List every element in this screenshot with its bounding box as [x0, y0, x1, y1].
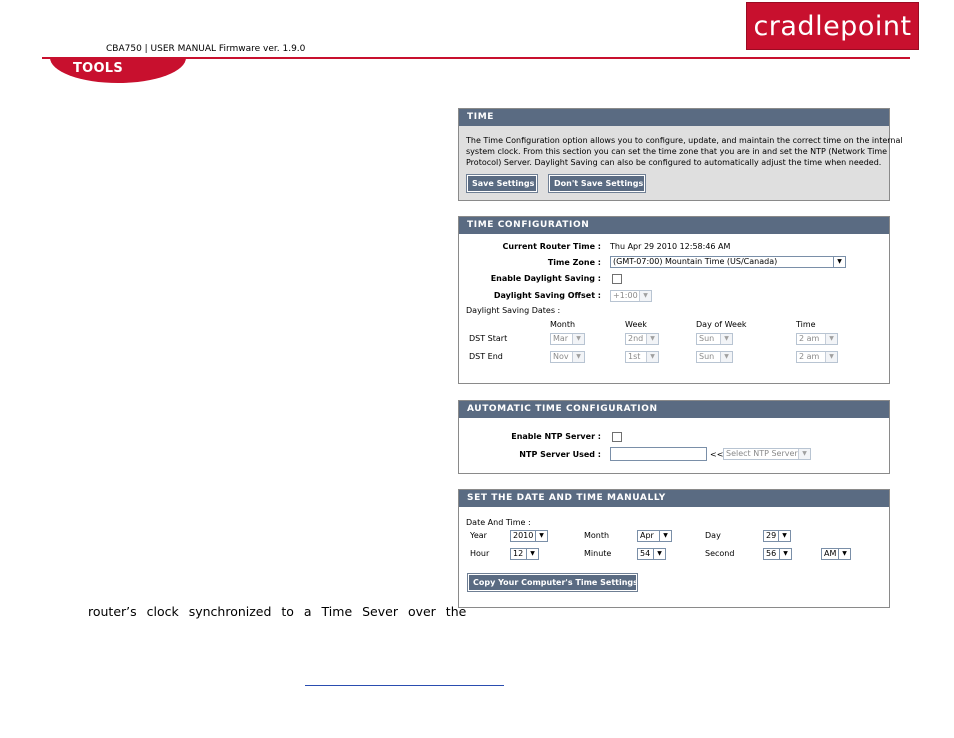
- dst-end-day: Sun: [699, 352, 715, 361]
- time-panel-title: TIME: [459, 109, 889, 126]
- chevron-down-icon: ▼: [646, 352, 658, 362]
- enable-ntp-checkbox[interactable]: [612, 432, 622, 442]
- second-value: 56: [766, 549, 777, 558]
- day-select[interactable]: [763, 530, 791, 542]
- day-label: Day: [705, 531, 721, 540]
- enable-ntp-label: Enable NTP Server :: [511, 432, 601, 441]
- minute-select[interactable]: [637, 548, 666, 560]
- dst-start-day-select[interactable]: [696, 333, 733, 345]
- second-select[interactable]: [763, 548, 792, 560]
- daylight-saving-dates-label: Daylight Saving Dates :: [466, 306, 561, 315]
- hour-value: 12: [513, 549, 524, 558]
- day-value: 29: [766, 531, 777, 540]
- current-router-time-value: Thu Apr 29 2010 12:58:46 AM: [610, 242, 731, 251]
- automatic-time-title: AUTOMATIC TIME CONFIGURATION: [459, 401, 889, 418]
- time-zone-value: (GMT-07:00) Mountain Time (US/Canada): [613, 257, 778, 266]
- chevron-down-icon: ▼: [646, 334, 658, 344]
- dst-start-label: DST Start: [469, 334, 508, 343]
- year-value: 2010: [513, 531, 534, 540]
- current-router-time-label: Current Router Time :: [502, 242, 601, 251]
- chevron-down-icon: ▼: [825, 352, 837, 362]
- dst-start-week: 2nd: [628, 334, 644, 343]
- ampm-select[interactable]: [821, 548, 851, 560]
- hour-label: Hour: [470, 549, 490, 558]
- chevron-down-icon: ▼: [720, 352, 732, 362]
- minute-value: 54: [640, 549, 651, 558]
- dst-start-time: 2 am: [799, 334, 820, 343]
- chevron-down-icon: ▼: [572, 334, 584, 344]
- chevron-down-icon: ▼: [778, 531, 790, 541]
- dst-start-day: Sun: [699, 334, 715, 343]
- daylight-saving-offset-label: Daylight Saving Offset :: [493, 291, 601, 300]
- year-select[interactable]: [510, 530, 548, 542]
- chevron-down-icon: ▼: [838, 549, 850, 559]
- time-description-line-2: system clock. From this section you can set the time zone that you are in and set the NTP (Network Time: [466, 147, 888, 156]
- dst-start-month: Mar: [553, 334, 569, 343]
- time-configuration-title: TIME CONFIGURATION: [459, 217, 889, 234]
- column-day-of-week: Day of Week: [696, 320, 747, 329]
- chevron-down-icon: ▼: [798, 449, 810, 459]
- section-tab-label: TOOLS: [72, 60, 124, 76]
- time-zone-select[interactable]: [610, 256, 846, 268]
- ntp-server-used-label: NTP Server Used :: [519, 450, 601, 459]
- chevron-down-icon: ▼: [535, 531, 547, 541]
- manual-time-panel: [458, 489, 890, 608]
- column-time: Time: [796, 320, 816, 329]
- enable-daylight-saving-label: Enable Daylight Saving :: [490, 274, 601, 283]
- dst-start-week-select[interactable]: [625, 333, 659, 345]
- chevron-down-icon: ▼: [572, 352, 584, 362]
- chevron-down-icon: ▼: [720, 334, 732, 344]
- dst-end-day-select[interactable]: [696, 351, 733, 363]
- minute-label: Minute: [584, 549, 612, 558]
- ntp-server-input[interactable]: [610, 447, 707, 461]
- column-week: Week: [625, 320, 647, 329]
- time-zone-label: Time Zone :: [547, 258, 601, 267]
- column-month: Month: [550, 320, 576, 329]
- chevron-down-icon: ▼: [653, 549, 665, 559]
- daylight-saving-checkbox[interactable]: [612, 274, 622, 284]
- chevron-down-icon: ▼: [526, 549, 538, 559]
- second-label: Second: [705, 549, 735, 558]
- copy-computer-time-button[interactable]: Copy Your Computer's Time Settings: [468, 574, 637, 591]
- ntp-server-select-value: Select NTP Server: [726, 449, 798, 458]
- chevron-down-icon: ▼: [825, 334, 837, 344]
- chevron-down-icon: ▼: [639, 291, 651, 301]
- dst-start-time-select[interactable]: [796, 333, 838, 345]
- ntp-arrows: <<: [710, 450, 724, 459]
- month-label: Month: [584, 531, 610, 540]
- dst-end-month-select[interactable]: [550, 351, 585, 363]
- hour-select[interactable]: [510, 548, 539, 560]
- hyperlink-underline[interactable]: [305, 685, 504, 686]
- time-description-line-1: The Time Configuration option allows you to configure, update, and maintain the correct time on the internal: [466, 136, 903, 145]
- chevron-down-icon: ▼: [833, 257, 845, 267]
- dst-end-label: DST End: [469, 352, 503, 361]
- dst-start-month-select[interactable]: [550, 333, 585, 345]
- ampm-value: AM: [824, 549, 837, 558]
- month-value: Apr: [640, 531, 654, 540]
- time-configuration-panel: [458, 216, 890, 384]
- automatic-time-panel: [458, 400, 890, 474]
- month-select[interactable]: [637, 530, 672, 542]
- year-label: Year: [470, 531, 487, 540]
- chevron-down-icon: ▼: [659, 531, 671, 541]
- cradlepoint-logo: cradlepoint: [746, 2, 919, 50]
- offset-value: +1:00: [613, 291, 638, 300]
- dst-end-week-select[interactable]: [625, 351, 659, 363]
- chevron-down-icon: ▼: [779, 549, 791, 559]
- dst-end-month: Nov: [553, 352, 569, 361]
- manual-time-title: SET THE DATE AND TIME MANUALLY: [459, 490, 889, 507]
- save-settings-button[interactable]: Save Settings: [467, 175, 537, 192]
- time-description-line-3: Protocol) Server. Daylight Saving can also be configured to automatically adjust the time when needed.: [466, 158, 882, 167]
- dont-save-settings-button[interactable]: Don't Save Settings: [549, 175, 645, 192]
- ntp-server-select[interactable]: [723, 448, 811, 460]
- dst-end-week: 1st: [628, 352, 641, 361]
- manual-header: CBA750 | USER MANUAL Firmware ver. 1.9.0: [106, 44, 306, 54]
- section-tab-tools: [50, 57, 186, 83]
- date-and-time-label: Date And Time :: [466, 518, 531, 527]
- dst-end-time-select[interactable]: [796, 351, 838, 363]
- body-text: router’s clock synchronized to a Time Sever over the: [88, 604, 467, 619]
- daylight-saving-offset-select[interactable]: [610, 290, 652, 302]
- time-panel: [458, 108, 903, 201]
- dst-end-time: 2 am: [799, 352, 820, 361]
